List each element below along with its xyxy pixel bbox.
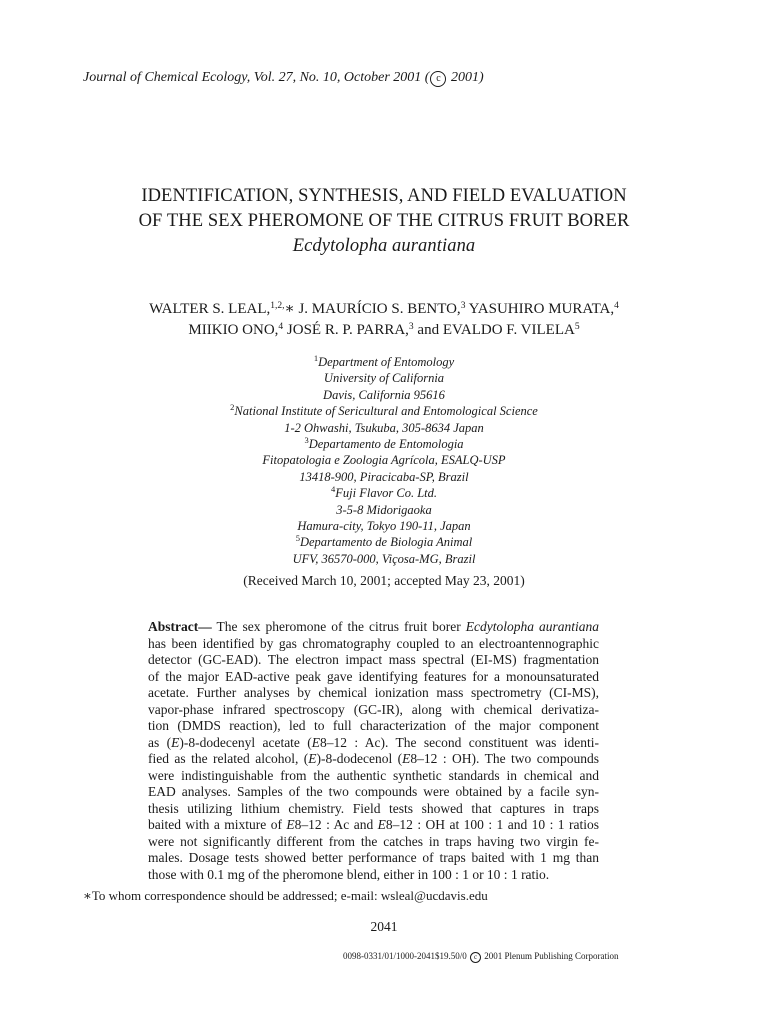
abstract-italic: E: [308, 751, 317, 766]
affiliation-line: [0, 436, 768, 452]
abstract-line: acetate. Further analyses by chemical ionization mass spectrometry (CI-MS),: [148, 685, 599, 700]
affiliations: [0, 354, 768, 567]
publisher-name: 2001 Plenum Publishing Corporation: [482, 951, 619, 961]
abstract-line: [148, 751, 599, 768]
journal-citation-year: 2001): [447, 70, 484, 85]
abstract-line: has been identified by gas chromatography coupled to an electroantennographic: [148, 635, 599, 651]
publisher-code: 0098-0331/01/1000-2041$19.50/0: [343, 951, 469, 961]
abstract-text: baited with a mixture of: [148, 817, 287, 832]
affiliation-5: [0, 534, 768, 567]
footnote-text: To whom correspondence should be addressed; e-mail: wsleal@ucdavis.edu: [91, 888, 488, 903]
author-bento: J. MAURÍCIO S. BENTO,: [294, 301, 461, 317]
page-number: 2041: [370, 919, 398, 934]
author-line-2: [0, 320, 768, 341]
abstract-line: of the major EAD-active peak gave identifying features for a monounsaturated: [148, 668, 599, 684]
title-line-2: OF THE SEX PHEROMONE OF THE CITRUS FRUIT BORER: [138, 211, 630, 231]
abstract-line: EAD analyses. Samples of the two compounds were obtained by a facile syn-: [148, 784, 599, 799]
abstract-text: 8–12 : OH at 100 : 1 and 10 : 1 ratios: [385, 817, 599, 832]
affiliation-line: University of California: [323, 371, 445, 386]
paper-title: [0, 184, 768, 259]
abstract-line: males. Dosage tests showed better performance of traps baited with 1 mg than: [148, 850, 599, 865]
affiliation-number: 4: [331, 484, 336, 495]
affiliation-text: Department of Entomology: [318, 355, 455, 369]
affiliation-number: 5: [295, 533, 300, 544]
affiliation-2: [0, 403, 768, 436]
affiliation-line: 3-5-8 Midorigaoka: [336, 502, 432, 517]
abstract-line: [148, 619, 599, 636]
publisher-copyright-symbol: c: [470, 952, 481, 963]
author-murata-affil: 4: [614, 301, 619, 311]
author-bento-affil: 3: [460, 301, 466, 311]
author-vilela: and EVALDO F. VILELA: [413, 322, 575, 338]
affiliation-line: [0, 485, 768, 501]
abstract-text: )-8-dodecenol (: [316, 751, 403, 766]
author-leal: WALTER S. LEAL,: [149, 301, 271, 317]
affiliation-line: UFV, 36570-000, Viçosa-MG, Brazil: [292, 551, 476, 566]
affiliation-number: 2: [230, 402, 235, 413]
author-line-1: [0, 299, 768, 320]
abstract-italic: E: [311, 734, 321, 750]
affiliation-3: [0, 436, 768, 485]
abstract-text: 8–12 : Ac and: [294, 817, 378, 832]
copyright-symbol: c: [430, 71, 446, 87]
title-species: Ecdytolopha aurantiana: [292, 236, 476, 256]
abstract-line: were indistinguishable from the authentic synthetic standards in chemical and: [148, 767, 599, 783]
affiliation-line: Fitopatologia e Zoologia Agrícola, ESALQ-USP: [262, 453, 506, 468]
affiliation-line: [0, 354, 768, 370]
abstract-line: those with 0.1 mg of the pheromone blend, either in 100 : 1 or 10 : 1 ratio.: [148, 866, 550, 882]
abstract: [148, 619, 599, 883]
abstract-line: detector (GC-EAD). The electron impact mass spectral (EI-MS) fragmentation: [148, 652, 599, 667]
abstract-text: 8–12 : OH). The two compounds: [410, 751, 599, 766]
abstract-text: as (: [148, 734, 172, 750]
abstract-italic: E: [402, 751, 411, 766]
author-ono: MIIKIO ONO,: [188, 322, 279, 338]
author-leal-affil: 1,2,: [270, 301, 285, 311]
author-list: [0, 299, 768, 341]
affiliation-number: 1: [313, 353, 319, 363]
footnote-star: ∗: [83, 888, 92, 903]
affiliation-number: 3: [304, 435, 309, 446]
author-leal-star: ∗: [284, 301, 295, 317]
abstract-italic: E: [171, 734, 180, 750]
abstract-italic: E: [286, 817, 295, 832]
affiliation-4: [0, 485, 768, 534]
affiliation-text: Departamento de Entomologia: [308, 437, 464, 452]
journal-citation-text: Journal of Chemical Ecology, Vol. 27, No. 10, October 2001 (: [83, 70, 430, 85]
correspondence-footnote: [83, 888, 488, 904]
affiliation-text: National Institute of Sericultural and Entomological Science: [234, 404, 538, 419]
author-murata: YASUHIRO MURATA,: [465, 301, 615, 317]
affiliation-line: Davis, California 95616: [323, 387, 445, 402]
abstract-species: Ecdytolopha aurantiana: [465, 619, 599, 634]
abstract-line: vapor-phase infrared spectroscopy (GC-IR), along with chemical derivatiza-: [148, 701, 599, 717]
author-parra-affil: 3: [408, 322, 414, 332]
affiliation-1: [0, 354, 768, 403]
affiliation-text: Fuji Flavor Co. Ltd.: [335, 486, 437, 501]
abstract-line: were not significantly different from the catches in traps having two virgin fe-: [148, 833, 599, 849]
affiliation-line: Hamura-city, Tokyo 190-11, Japan: [297, 519, 471, 534]
author-vilela-affil: 5: [574, 322, 580, 332]
abstract-line: [148, 817, 599, 834]
abstract-italic: E: [377, 817, 386, 832]
author-ono-affil: 4: [278, 322, 284, 332]
abstract-line: [148, 735, 599, 752]
author-parra: JOSÉ R. P. PARRA,: [283, 322, 409, 338]
received-dates: (Received March 10, 2001; accepted May 23, 2001): [243, 573, 525, 588]
affiliation-line: [0, 403, 768, 419]
affiliation-line: 1-2 Ohwashi, Tsukuba, 305-8634 Japan: [284, 420, 484, 435]
abstract-text: 8–12 : Ac). The second constituent was identi-: [320, 734, 599, 750]
abstract-text: The sex pheromone of the citrus fruit borer: [211, 619, 466, 634]
abstract-line: tion (DMDS reaction), led to full characterization of the major component: [148, 718, 599, 733]
abstract-text: fied as the related alcohol, (: [148, 751, 309, 766]
affiliation-line: 13418-900, Piracicaba-SP, Brazil: [299, 469, 469, 484]
affiliation-text: Departamento de Biologia Animal: [299, 535, 473, 550]
abstract-line: thesis utilizing lithium chemistry. Field tests showed that captures in traps: [148, 800, 599, 816]
abstract-text: )-8-dodecenyl acetate (: [179, 734, 312, 750]
journal-citation: [83, 70, 484, 87]
abstract-label: Abstract—: [148, 619, 212, 634]
affiliation-line: [0, 534, 768, 550]
title-line-1: IDENTIFICATION, SYNTHESIS, AND FIELD EVALUATION: [141, 186, 627, 206]
publisher-line: [343, 951, 619, 963]
